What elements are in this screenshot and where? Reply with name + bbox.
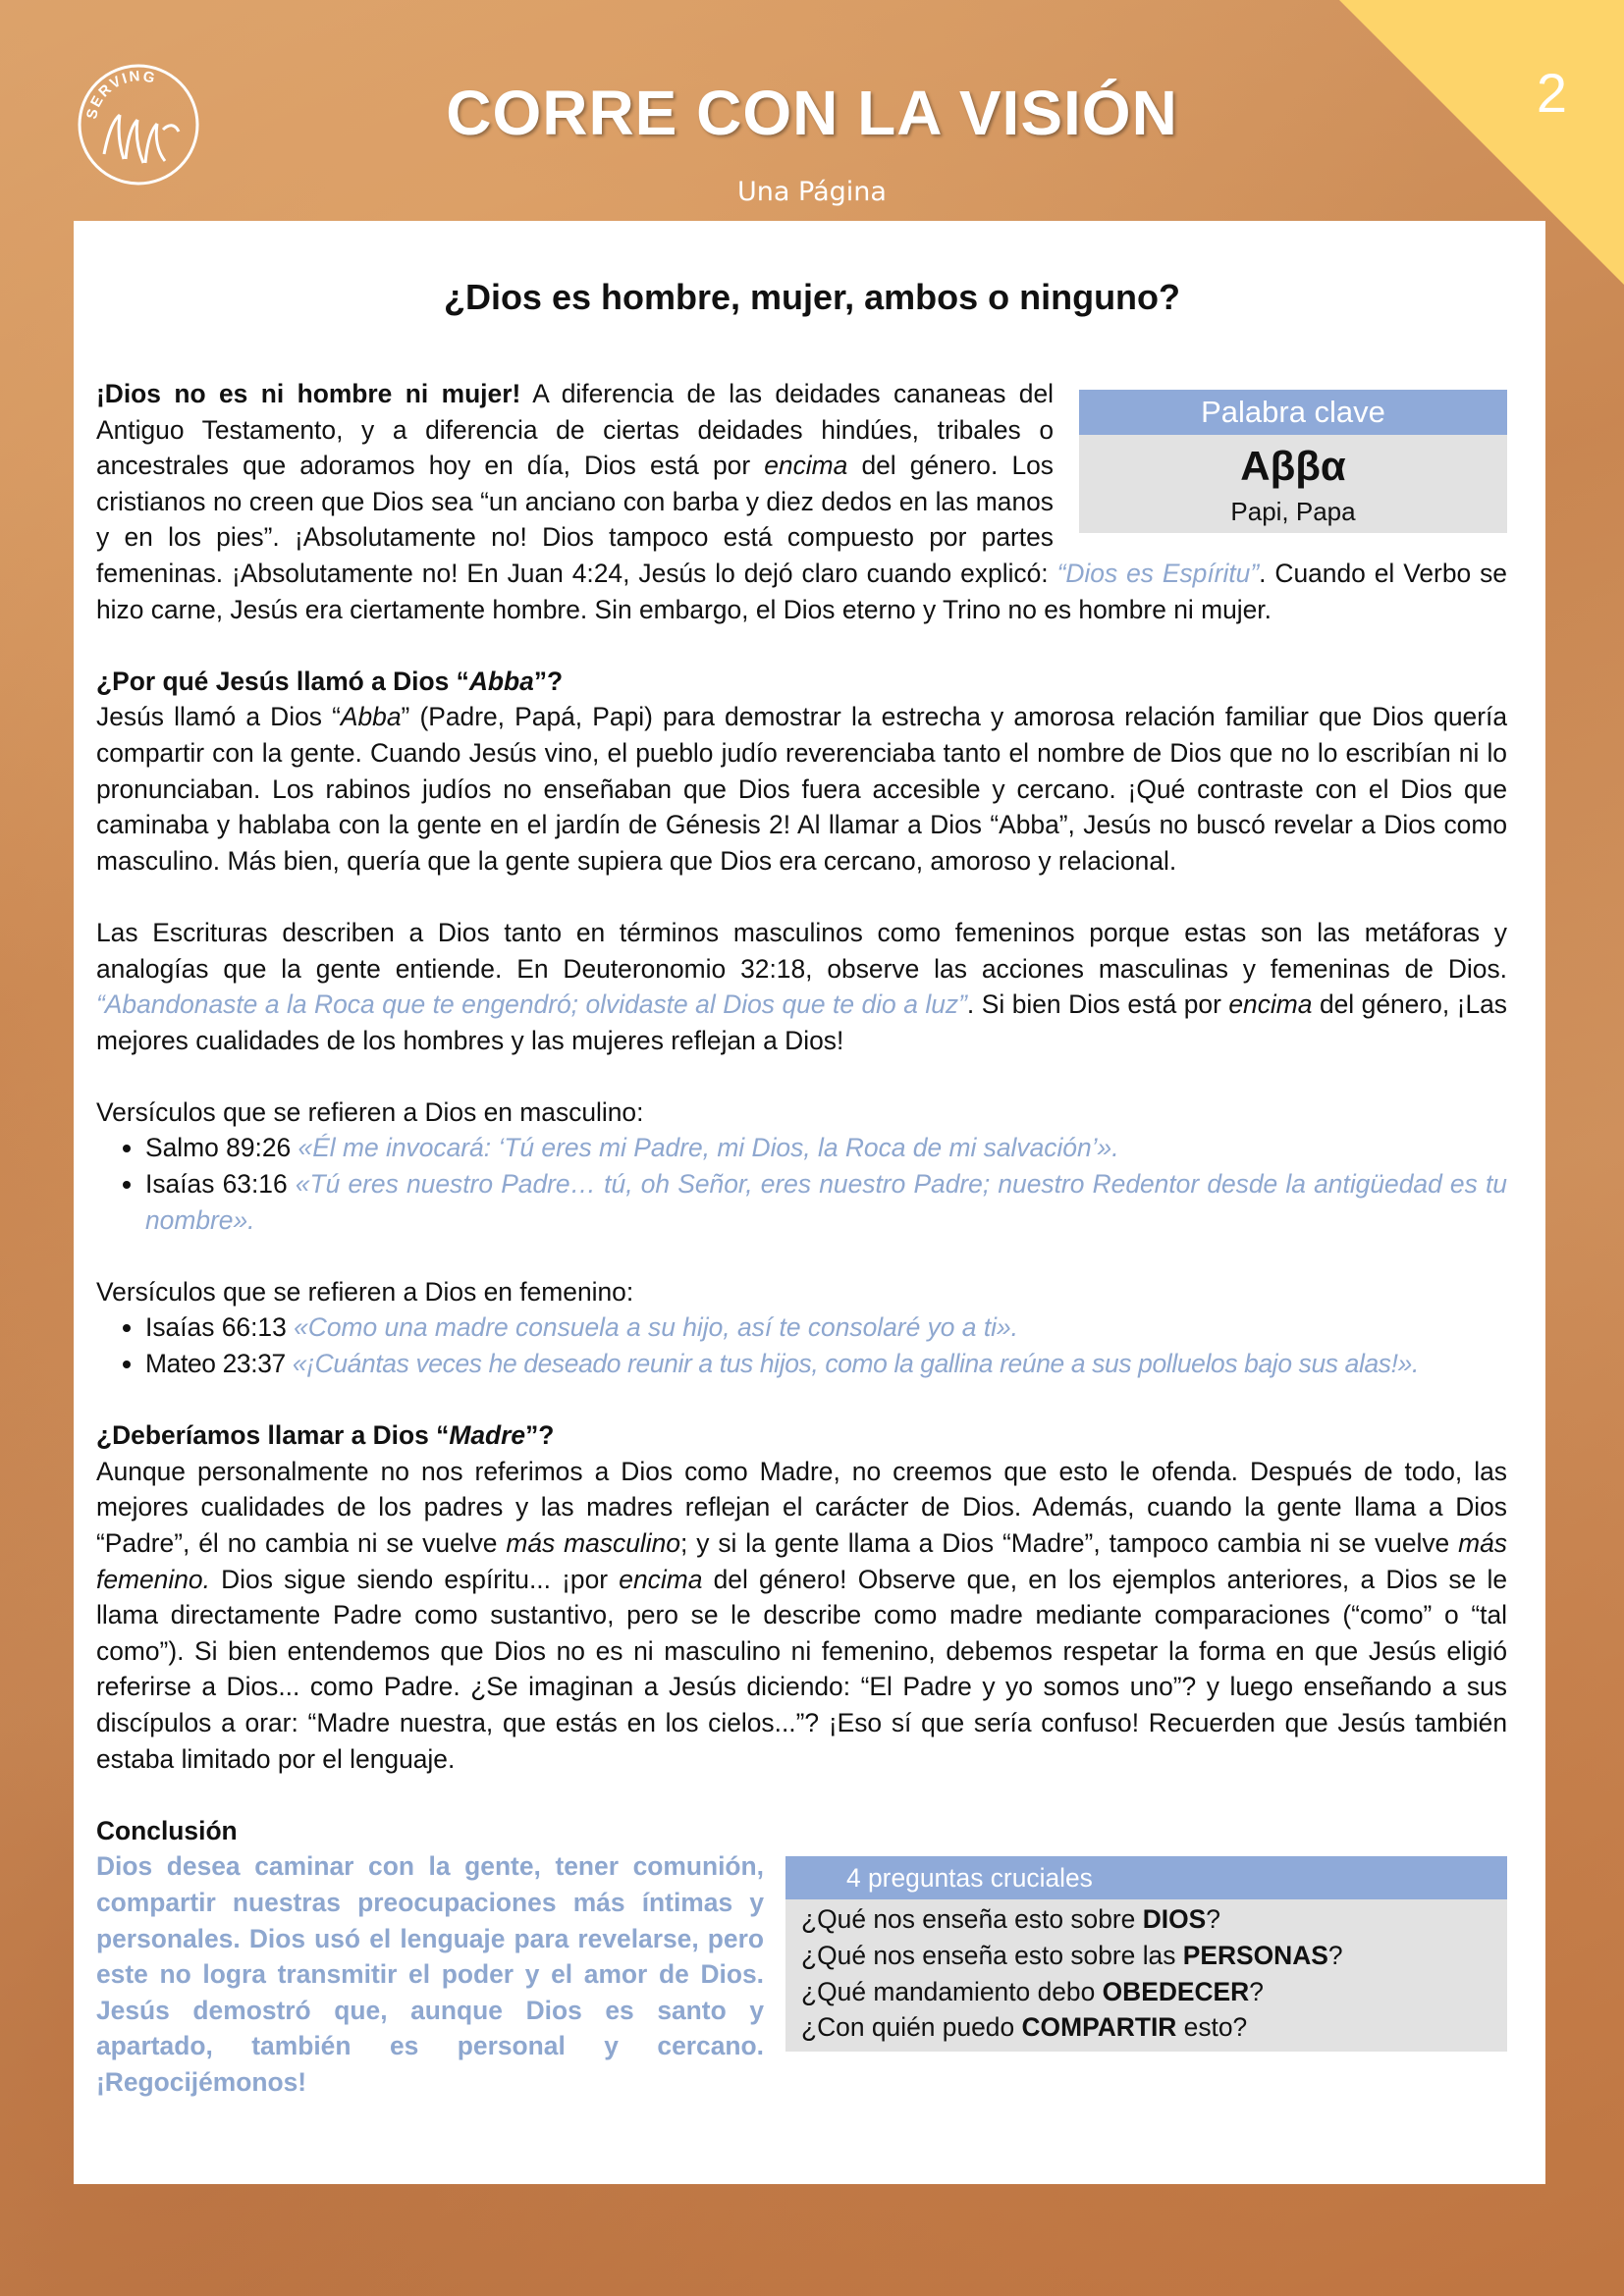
intro-text: . Cuando el Verbo se hizo carne, Jesús era ciertamente hombre. Sin embargo, el Dios eterno y Trino no es hombre ni mujer. (96, 558, 1507, 624)
scriptures-paragraph (96, 915, 1507, 1058)
mother-text: ; y si la gente llama a Dios “Madre”, tampoco cambia ni se vuelve (679, 1528, 1459, 1558)
mother-emphasis: encima (619, 1564, 703, 1594)
verse-ref: Salmo 89:26 (145, 1133, 298, 1163)
list-item (145, 1130, 1507, 1166)
page-number: 2 (1536, 62, 1567, 124)
question-text: ? (1206, 1904, 1220, 1935)
svg-text:SERVING: SERVING (82, 68, 159, 121)
abba-emphasis: Abba (340, 702, 402, 732)
questions-list (785, 1899, 1507, 2051)
list-item (145, 1166, 1507, 1238)
masculine-list (96, 1130, 1507, 1238)
feminine-list (96, 1309, 1507, 1381)
question-text: ¿Qué nos enseña esto sobre las (801, 1940, 1183, 1970)
mother-emphasis: más masculino (506, 1528, 680, 1558)
intro-text: del género. Los cristianos no creen que Dios sea “un anciano con barba y diez dedos en las manos y en los pies”. ¡Absolutamente no! Dios tampoco está compuesto por partes femeninas. ¡Absolutamente no! En Juan 4:24, Jesús lo dejó claro cuando explicó: (96, 451, 1057, 588)
question-text: ¿Qué mandamiento debo (801, 1976, 1103, 2006)
masculine-intro: Versículos que se refieren a Dios en masculino: (96, 1096, 644, 1127)
heading-text: ”? (533, 666, 564, 696)
question-text: ? (1249, 1976, 1264, 2006)
verse-quote: «Tú eres nuestro Padre… tú, oh Señor, eres nuestro Padre; nuestro Redentor desde la antigüedad es tu nombre». (145, 1169, 1507, 1235)
page-subtitle: Una Página (737, 177, 887, 207)
question-text: ? (1327, 1940, 1343, 1970)
question-item (801, 1901, 1493, 1938)
mother-text: Aunque personalmente no nos referimos a Dios como Madre, no creemos que esto le ofenda. Después de todo, las mejores cualidades de los padres y las madres reflejan el carácter de Dios. Además, cuando la gente llama a Dios “Padre”, él no cambia ni se vuelve (96, 1456, 1507, 1558)
scriptures-emphasis: encima (1228, 989, 1313, 1020)
question-text: ¿Qué nos enseña esto sobre (801, 1904, 1143, 1935)
abba-heading (96, 664, 1507, 700)
question-keyword: PERSONAS (1182, 1940, 1328, 1970)
conclusion-heading: Conclusión (96, 1815, 238, 1845)
question-item (801, 1938, 1493, 1974)
question-text: esto? (1176, 2012, 1248, 2043)
intro-bold: ¡Dios no es ni hombre ni mujer! (96, 379, 521, 408)
verse-quote: «Él me invocará: ‘Tú eres mi Padre, mi Dios, la Roca de mi salvación’». (298, 1133, 1119, 1163)
conclusion-text: Dios desea caminar con la gente, tener comunión, compartir nuestras preocupaciones más íntimas y personales. Dios usó el lenguaje para revelarse, pero este no logra transmitir el poder y el amor de Dios. Jesús demostró que, aunque Dios es santo y apartado, también es personal y cercano. ¡Regocijémonos! (96, 1851, 764, 2097)
article-body (96, 376, 1507, 2101)
mother-paragraph (96, 1454, 1507, 1777)
heading-emphasis: Abba (468, 666, 534, 696)
article-heading: ¿Dios es hombre, mujer, ambos o ninguno? (443, 277, 1181, 317)
question-keyword: OBEDECER (1102, 1976, 1250, 2006)
abba-text: Jesús llamó a Dios “ (96, 702, 341, 732)
list-item (145, 1309, 1507, 1346)
question-item (801, 2009, 1493, 2046)
keyword-meaning: Papi, Papa (1230, 497, 1356, 526)
intro-text: A diferencia de las deidades cananeas del Antiguo Testamento, y a diferencia de ciertas deidades hindúes, tribales o ancestrales que adoramos hoy en día, Dios está por (96, 379, 1055, 481)
keyword-label: Palabra clave (1079, 390, 1507, 435)
page-title: CORRE CON LA VISIÓN (446, 78, 1178, 148)
verse-ref: Isaías 66:13 (145, 1312, 295, 1343)
list-item (145, 1346, 1507, 1382)
verse-quote: «¡Cuántas veces he deseado reunir a tus hijos, como la gallina reúne a sus polluelos bajo sus alas!». (292, 1349, 1419, 1379)
questions-box (785, 1856, 1507, 2051)
heading-text: ¿Deberíamos llamar a Dios “ (96, 1420, 450, 1451)
mother-heading (96, 1417, 1507, 1454)
abba-text: ” (Padre, Papá, Papi) para demostrar la estrecha y amorosa relación familiar que Dios quería compartir con la gente. Cuando Jesús vino, el pueblo judío reverenciaba tanto el nombre de Dios que no lo escribían ni lo pronunciaban. Los rabinos judíos no enseñaban que Dios fuera accesible y cercano. ¡Qué contraste con el Dios que caminaba y hablaba con la gente en el jardín de Génesis 2! Al llamar a Dios “Abba”, Jesús no buscó revelar a Dios como masculino. Más bien, quería que la gente supiera que Dios era cercano, amoroso y relacional. (96, 702, 1507, 876)
scriptures-text: del género, ¡Las mejores cualidades de los hombres y las mujeres reflejan a Dios! (96, 989, 1507, 1055)
mother-text: Dios sigue siendo espíritu... ¡por (209, 1564, 620, 1594)
heading-text: ¿Por qué Jesús llamó a Dios “ (96, 666, 469, 696)
keyword-word: Aββα (1240, 443, 1346, 489)
question-keyword: DIOS (1142, 1904, 1207, 1935)
heading-text: ”? (525, 1420, 555, 1451)
questions-header: 4 preguntas cruciales (785, 1856, 1507, 1899)
conclusion-section (96, 1848, 1507, 2100)
verse-quote: «Como una madre consuela a su hijo, así te consolaré yo a ti». (294, 1312, 1019, 1343)
intro-emphasis: encima (764, 451, 848, 481)
abba-paragraph (96, 699, 1507, 879)
scriptures-text: Las Escrituras describen a Dios tanto en términos masculinos como femeninos porque estas son las metáforas y analogías que la gente entiende. En Deuteronomio 32:18, observe las acciones masculinas y femeninas de Dios. (96, 917, 1507, 984)
verse-ref: Isaías 63:16 (145, 1169, 296, 1200)
verse-ref: Mateo 23:37 (145, 1349, 293, 1379)
intro-quote: “Dios es Espíritu” (1056, 558, 1260, 588)
mother-emphasis: más femenino. (96, 1528, 1507, 1594)
heading-emphasis: Madre (449, 1420, 526, 1451)
question-keyword: COMPARTIR (1021, 2012, 1177, 2043)
question-item (801, 1974, 1493, 2010)
scriptures-quote: “Abandonaste a la Roca que te engendró; olvidaste al Dios que te dio a luz” (96, 989, 967, 1020)
scriptures-text: . Si bien Dios está por (966, 989, 1229, 1020)
feminine-intro: Versículos que se refieren a Dios en femenino: (96, 1276, 634, 1307)
question-text: ¿Con quién puedo (801, 2012, 1022, 2043)
mother-text: del género! Observe que, en los ejemplos anteriores, a Dios se le llama directamente Padre como sustantivo, pero se le describe como madre mediante comparaciones (“como” o “tal como”). Si bien entendemos que Dios no es ni masculino ni femenino, debemos respetar la forma en que Jesús eligió referirse a Dios... como Padre. ¿Se imaginan a Jesús diciendo: “El Padre y yo somos uno”? y luego enseñando a sus discípulos a orar: “Madre nuestra, que estás en los cielos...”? ¡Eso sí que sería confuso! Recuerden que Jesús también estaba limitado por el lenguaje. (96, 1564, 1507, 1774)
keyword-box (1079, 390, 1507, 533)
